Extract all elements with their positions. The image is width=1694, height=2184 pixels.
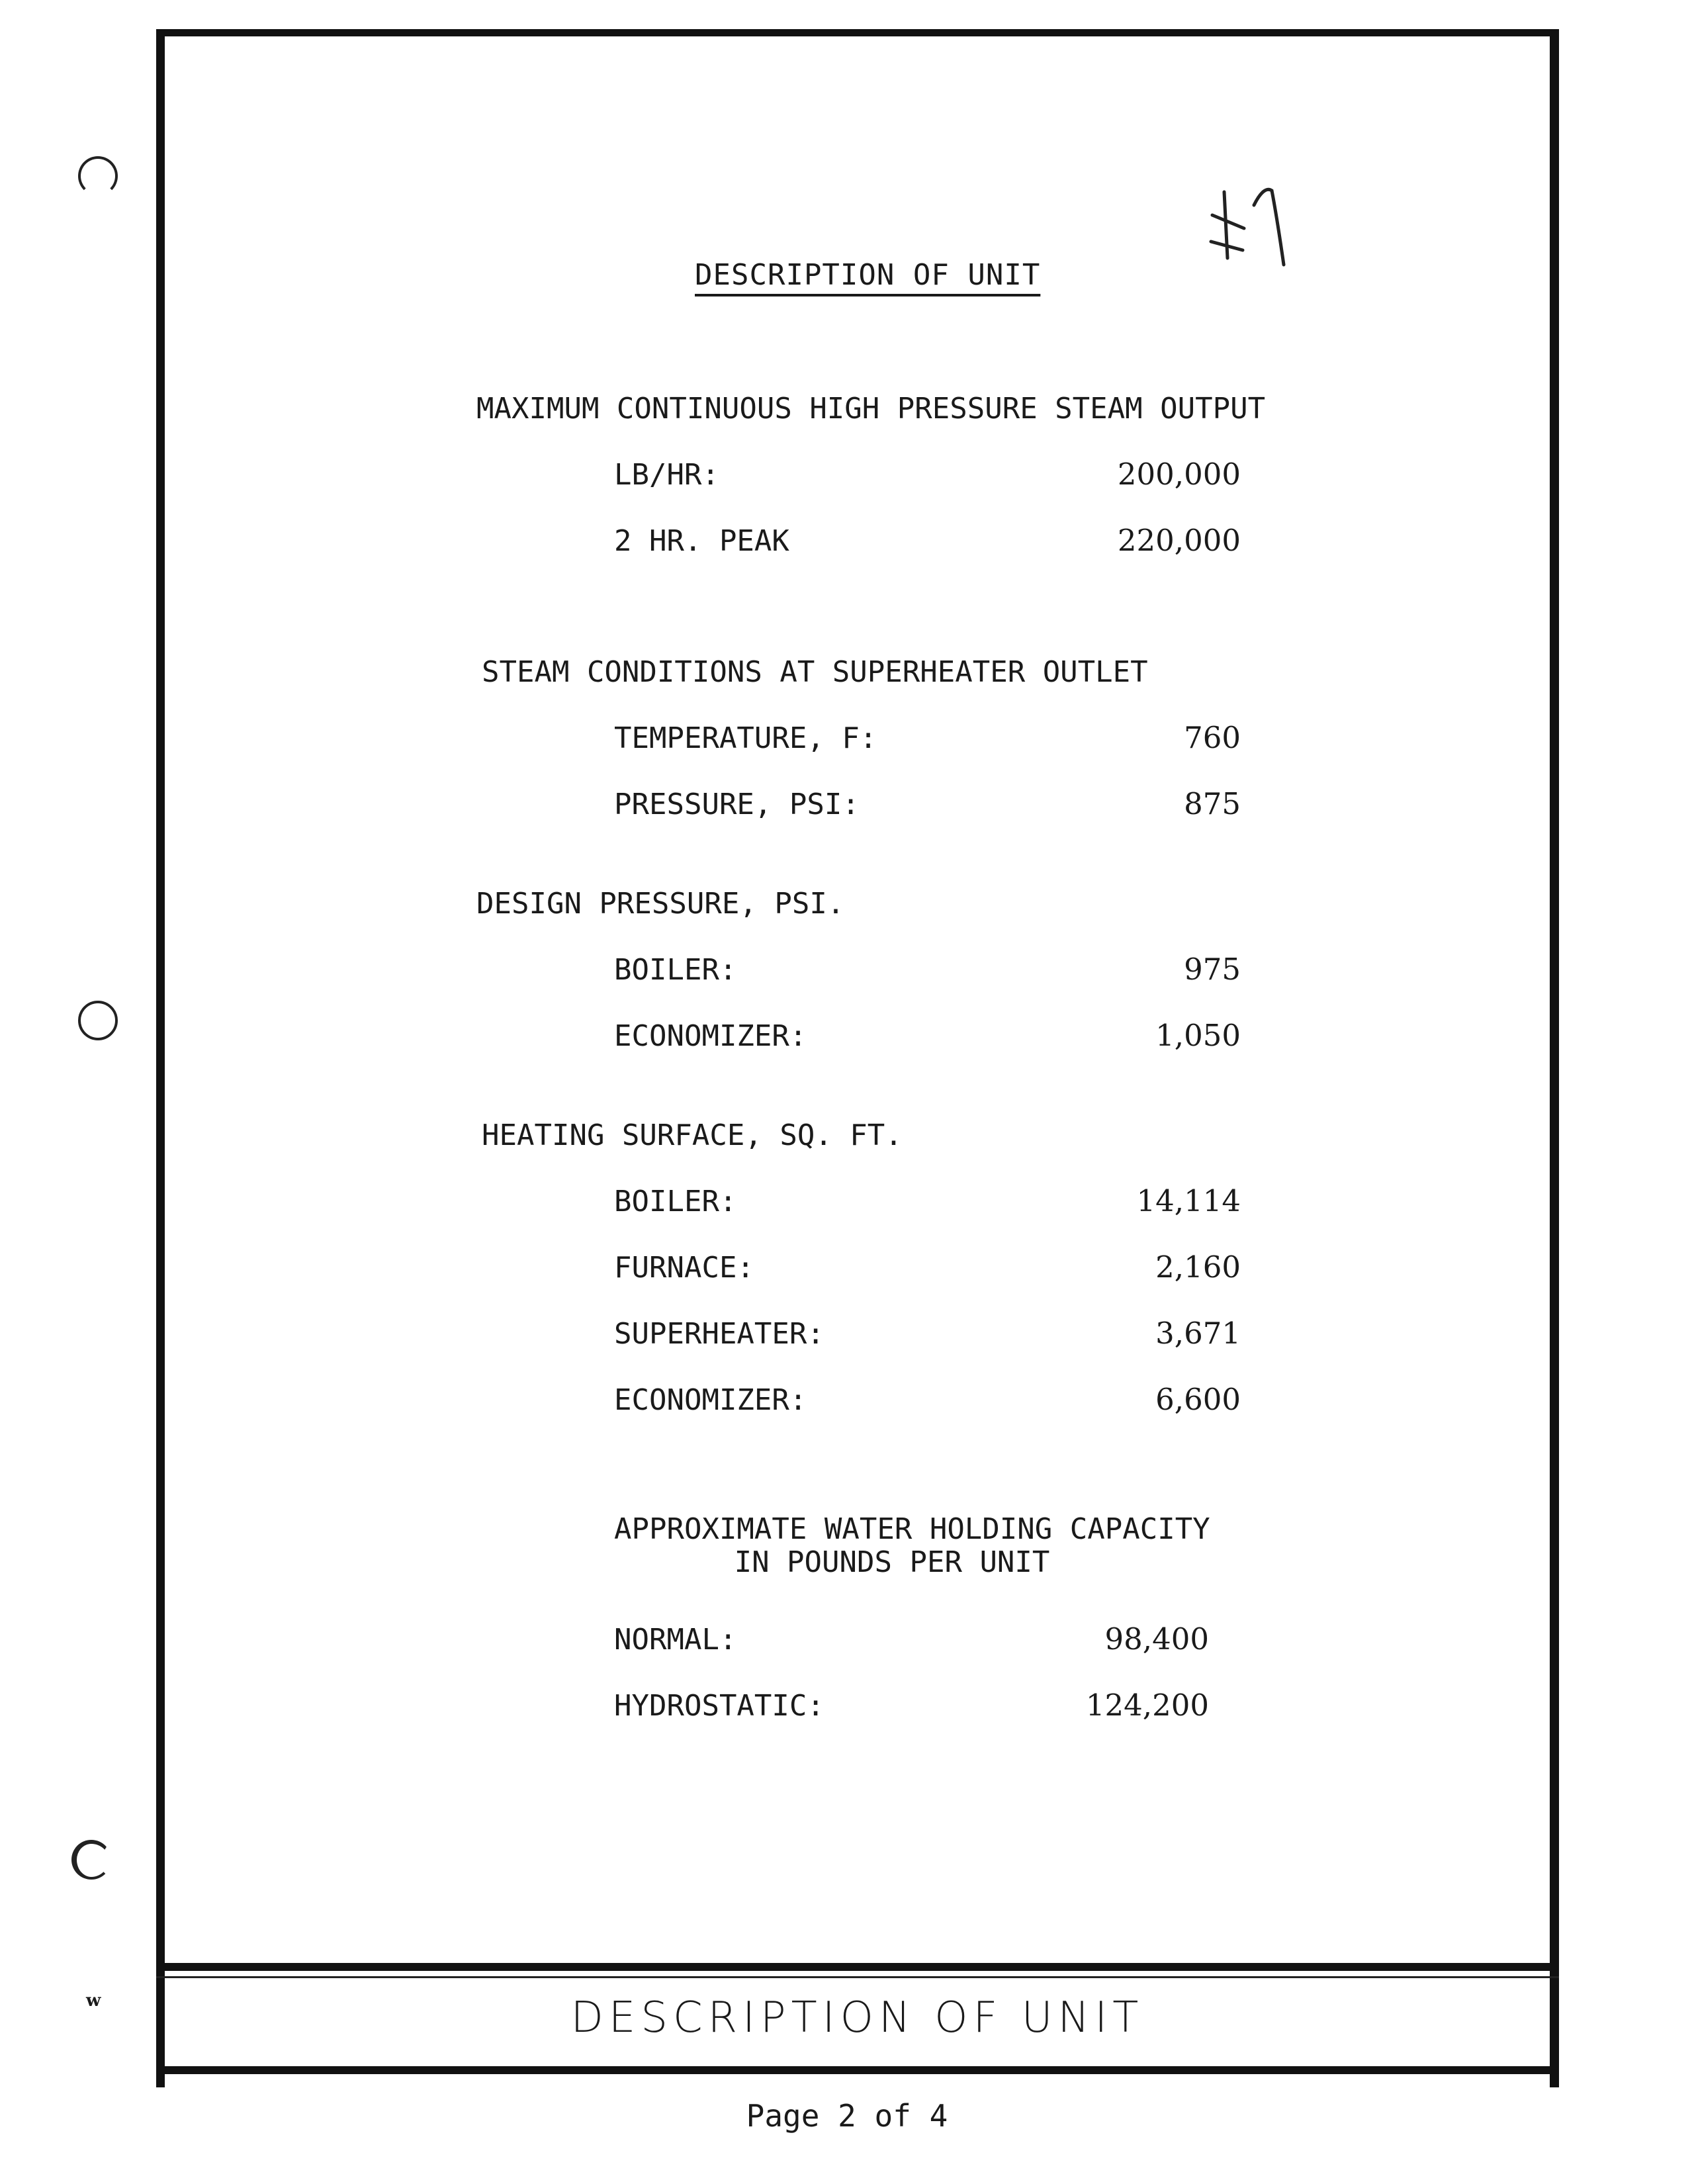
- row-label: FURNACE:: [614, 1251, 754, 1285]
- margin-mark: w: [86, 1991, 101, 2011]
- section-heading-design-pressure: DESIGN PRESSURE, PSI.: [476, 887, 845, 921]
- row-value: 2,160: [1155, 1250, 1241, 1285]
- row-value: 200,000: [1117, 457, 1241, 492]
- row-value: 98,400: [1104, 1621, 1209, 1657]
- row-label: TEMPERATURE, F:: [614, 721, 877, 755]
- row-value: 124,200: [1085, 1688, 1209, 1723]
- row-value: 760: [1184, 720, 1241, 755]
- section-heading-heating-surface: HEATING SURFACE, SQ. FT.: [482, 1118, 903, 1152]
- row-value: 1,050: [1155, 1018, 1241, 1053]
- row-label: NORMAL:: [614, 1623, 737, 1657]
- page-number: Page 2 of 4: [746, 2098, 948, 2134]
- frame-right-rule: [1550, 29, 1559, 2087]
- row-value: 3,671: [1155, 1316, 1241, 1351]
- row-label: ECONOMIZER:: [614, 1383, 807, 1417]
- row-label: PRESSURE, PSI:: [614, 788, 860, 821]
- frame-top-rule: [156, 29, 1559, 36]
- row-label: ECONOMIZER:: [614, 1019, 807, 1053]
- row-label: 2 HR. PEAK: [614, 524, 789, 558]
- frame-left-rule: [156, 29, 165, 2087]
- row-value: 875: [1184, 786, 1241, 821]
- capacity-heading-line-2: IN POUNDS PER UNIT: [734, 1545, 1050, 1579]
- handwritten-mark: [1198, 179, 1297, 271]
- page-title: DESCRIPTION OF UNIT: [695, 258, 1041, 292]
- binder-hole-bottom: [71, 1840, 111, 1880]
- footer-top-thin-rule: [156, 1976, 1559, 1978]
- footer-bottom-rule: [156, 2066, 1559, 2074]
- row-label: BOILER:: [614, 1185, 737, 1218]
- section-heading-steam-conditions: STEAM CONDITIONS AT SUPERHEATER OUTLET: [482, 655, 1148, 689]
- capacity-heading-line-1: APPROXIMATE WATER HOLDING CAPACITY: [614, 1512, 1210, 1546]
- section-heading-steam-output: MAXIMUM CONTINUOUS HIGH PRESSURE STEAM OUTPUT: [476, 392, 1266, 426]
- row-value: 975: [1184, 952, 1241, 987]
- row-label: LB/HR:: [614, 458, 719, 492]
- capacity-heading: [614, 1512, 1210, 1579]
- binder-hole-top: [78, 156, 118, 196]
- row-label: HYDROSTATIC:: [614, 1689, 825, 1723]
- row-label: BOILER:: [614, 953, 737, 987]
- footer-top-rule: [156, 1963, 1559, 1971]
- footer-title: DESCRIPTION OF UNIT: [570, 1993, 1144, 2042]
- row-value: 14,114: [1136, 1183, 1241, 1218]
- row-label: SUPERHEATER:: [614, 1317, 825, 1351]
- row-value: 220,000: [1117, 523, 1241, 558]
- row-value: 6,600: [1155, 1382, 1241, 1417]
- binder-hole-middle: [78, 1001, 118, 1040]
